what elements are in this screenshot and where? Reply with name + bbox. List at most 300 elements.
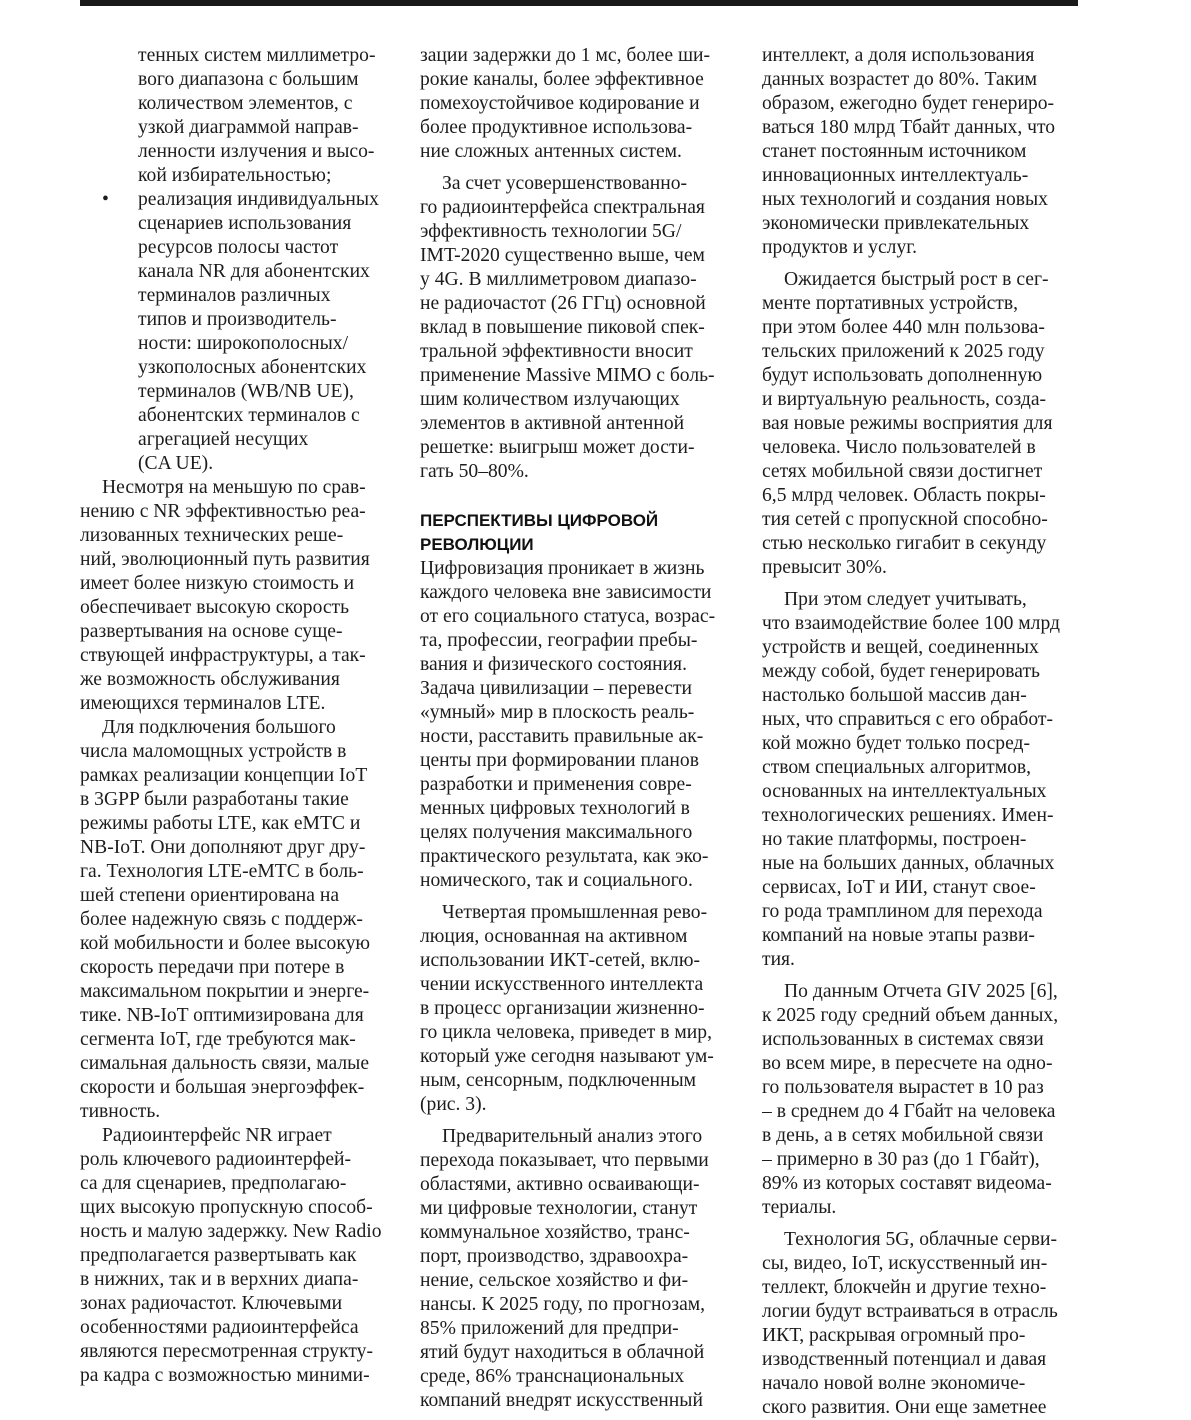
- line-text: вклад в повышение пиковой спек-: [420, 317, 705, 338]
- text-line: [80, 644, 398, 668]
- text-line: [762, 684, 1080, 708]
- line-text: (CA UE).: [138, 453, 214, 474]
- line-text: По данным Отчета GIV 2025 [6],: [784, 981, 1058, 1002]
- text-line: [420, 677, 742, 701]
- line-text: ского развития. Они еще заметнее: [762, 1397, 1047, 1418]
- line-text: кой мобильности и более высокую: [80, 933, 371, 954]
- line-text: во всем мире, в пересчете на одно-: [762, 1053, 1053, 1074]
- line-text: ных, что справиться с его обработ-: [762, 709, 1054, 730]
- line-text: технологических решениях. Имен-: [762, 805, 1054, 826]
- line-text: узкой диаграммой направ-: [138, 117, 359, 138]
- text-line: [420, 1269, 742, 1293]
- line-text: развертывания на основе суще-: [80, 621, 343, 642]
- bullet-item-continued: [80, 44, 398, 188]
- line-text: ние сложных антенных систем.: [420, 141, 682, 162]
- text-line: [420, 412, 742, 436]
- text-line: [762, 732, 1080, 756]
- text-line: [762, 1004, 1080, 1028]
- text-line: [420, 725, 742, 749]
- line-text: станет постоянным источником: [762, 141, 1027, 162]
- line-text: Цифровизация проникает в жизнь: [420, 558, 705, 579]
- paragraph-continued: [420, 44, 742, 164]
- line-text: канала NR для абонентских: [138, 261, 370, 282]
- text-line: [80, 428, 398, 452]
- line-text: нение, сельское хозяйство и фи-: [420, 1270, 689, 1291]
- text-line: [420, 68, 742, 92]
- text-line: [762, 292, 1080, 316]
- line-text: начало новой волне экономиче-: [762, 1373, 1026, 1394]
- text-line: [762, 268, 1080, 292]
- text-line: [420, 1365, 742, 1389]
- line-text: ствующей инфраструктуры, а так-: [80, 645, 366, 666]
- text-line: [420, 925, 742, 949]
- text-line: [762, 556, 1080, 580]
- line-text: га. Технология LTE-eMTC в боль-: [80, 861, 364, 882]
- line-text: инновационных интеллектуаль-: [762, 165, 1029, 186]
- line-text: номического, так и социального.: [420, 870, 693, 891]
- line-text: люция, основанная на активном: [420, 926, 688, 947]
- line-text: ИКТ, раскрывая огромный про-: [762, 1325, 1026, 1346]
- section-heading: [420, 509, 742, 557]
- line-text: чении искусственного интеллекта: [420, 974, 704, 995]
- line-text: – в среднем до 4 Гбайт на человека: [762, 1101, 1056, 1122]
- line-text: менте портативных устройств,: [762, 293, 1018, 314]
- line-text: в день, а в сетях мобильной связи: [762, 1125, 1044, 1146]
- text-line: [80, 1076, 398, 1100]
- line-text: та, профессии, географии пребы-: [420, 630, 698, 651]
- line-text: что взаимодействие более 100 млрд: [762, 613, 1060, 634]
- line-text: максимальном покрытии и энерге-: [80, 981, 370, 1002]
- text-line: [762, 1076, 1080, 1100]
- line-text: устройств и вещей, соединенных: [762, 637, 1039, 658]
- paragraph: [80, 476, 398, 716]
- line-text: который уже сегодня называют ум-: [420, 1046, 714, 1067]
- line-text: При этом следует учитывать,: [784, 589, 1027, 610]
- top-rule: [80, 0, 1078, 6]
- text-line: [762, 900, 1080, 924]
- line-text: ность и малую задержку. New Radio: [80, 1221, 382, 1242]
- text-line: [420, 629, 742, 653]
- text-line: [420, 92, 742, 116]
- text-line: [80, 596, 398, 620]
- text-line: [762, 1124, 1080, 1148]
- text-line: [762, 1100, 1080, 1124]
- paragraph: [762, 980, 1080, 1220]
- line-text: терминалов (WB/NB UE),: [138, 381, 354, 402]
- line-text: ных технологий и создания новых: [762, 189, 1048, 210]
- line-text: в процесс организации жизненно-: [420, 998, 705, 1019]
- paragraph: [420, 557, 742, 893]
- line-text: нению с NR эффективностью реа-: [80, 501, 366, 522]
- text-line: [762, 876, 1080, 900]
- text-line: [80, 572, 398, 596]
- line-text: го цикла человека, приведет в мир,: [420, 1022, 712, 1043]
- text-line: [762, 188, 1080, 212]
- text-line: [762, 1148, 1080, 1172]
- line-text: имеет более низкую стоимость и: [80, 573, 355, 594]
- line-text: от его социального статуса, возрас-: [420, 606, 716, 627]
- text-line: [420, 220, 742, 244]
- text-line: [80, 476, 398, 500]
- line-text: и виртуальную реальность, созда-: [762, 389, 1047, 410]
- line-text: РЕВОЛЮЦИИ: [420, 535, 534, 554]
- text-line: [420, 557, 742, 581]
- text-line: [762, 1324, 1080, 1348]
- text-line: [80, 1292, 398, 1316]
- text-line: [80, 884, 398, 908]
- line-text: обеспечивает высокую скорость: [80, 597, 350, 618]
- text-line: [420, 116, 742, 140]
- text-line: [762, 948, 1080, 972]
- line-text: го рода трамплином для перехода: [762, 901, 1043, 922]
- text-line: [80, 164, 398, 188]
- line-text: Четвертая промышленная рево-: [442, 902, 708, 923]
- text-line: [762, 236, 1080, 260]
- text-line: [762, 68, 1080, 92]
- line-text: Радиоинтерфейс NR играет: [102, 1125, 332, 1146]
- line-text: вания и физического состояния.: [420, 654, 687, 675]
- text-line: [762, 980, 1080, 1004]
- text-line: [762, 140, 1080, 164]
- text-line: [80, 92, 398, 116]
- text-line: [762, 460, 1080, 484]
- text-line: [762, 532, 1080, 556]
- text-line: [420, 773, 742, 797]
- text-line: [762, 484, 1080, 508]
- line-text: ным, сенсорным, подключенным: [420, 1070, 697, 1091]
- line-text: скорости и большая энергоэффек-: [80, 1077, 365, 1098]
- text-line: [80, 68, 398, 92]
- text-line: [762, 316, 1080, 340]
- text-line: [80, 1028, 398, 1052]
- paragraph: [420, 901, 742, 1117]
- line-text: ности: широкополосных/: [138, 333, 349, 354]
- heading-line: [420, 509, 742, 533]
- line-text: стью несколько гигабит в секунду: [762, 533, 1047, 554]
- line-text: практического результата, как эко-: [420, 846, 709, 867]
- line-text: абонентских терминалов с: [138, 405, 360, 426]
- line-text: зонах радиочастот. Ключевыми: [80, 1293, 343, 1314]
- line-text: ленности излучения и высо-: [138, 141, 375, 162]
- paragraph: [80, 716, 398, 1124]
- text-line: [420, 388, 742, 412]
- line-text: рокие каналы, более эффективное: [420, 69, 704, 90]
- text-line: [420, 1021, 742, 1045]
- line-text: тивность.: [80, 1101, 161, 1122]
- line-text: сегмента IoT, где требуются мак-: [80, 1029, 356, 1050]
- text-line: [80, 740, 398, 764]
- line-text: ятий будут находиться в облачной: [420, 1342, 705, 1363]
- text-line: [80, 716, 398, 740]
- line-text: тике. NB-IoT оптимизирована для: [80, 1005, 364, 1026]
- text-line: [420, 364, 742, 388]
- paragraph: [762, 268, 1080, 580]
- text-line: [762, 364, 1080, 388]
- text-line: [80, 1364, 398, 1388]
- text-line: [420, 1125, 742, 1149]
- line-text: Технология 5G, облачные серви-: [784, 1229, 1057, 1250]
- text-line: [80, 1052, 398, 1076]
- text-line: [80, 980, 398, 1004]
- text-line: [420, 1197, 742, 1221]
- text-line: [80, 452, 398, 476]
- text-line: [80, 500, 398, 524]
- line-text: настолько большой массив дан-: [762, 685, 1027, 706]
- text-line: [762, 1228, 1080, 1252]
- line-text: тенных систем миллиметро-: [138, 45, 376, 66]
- text-line: [80, 1220, 398, 1244]
- text-line: [80, 908, 398, 932]
- line-text: «умный» мир в плоскость реаль-: [420, 702, 695, 723]
- line-text: щих высокую пропускную способ-: [80, 1197, 373, 1218]
- line-text: в нижних, так и в верхних диапа-: [80, 1269, 359, 1290]
- line-text: более надежную связь с поддерж-: [80, 909, 363, 930]
- text-line: [762, 1028, 1080, 1052]
- line-text: сервисах, IoT и ИИ, станут свое-: [762, 877, 1036, 898]
- text-line: [80, 236, 398, 260]
- line-text: применение Massive MIMO с боль-: [420, 365, 715, 386]
- line-text: перехода показывает, что первыми: [420, 1150, 709, 1171]
- line-text: являются пересмотренная структу-: [80, 1341, 373, 1362]
- line-text: в 3GPP были разработаны такие: [80, 789, 349, 810]
- text-line: [420, 653, 742, 677]
- text-line: [420, 821, 742, 845]
- text-line: [762, 1196, 1080, 1220]
- column-1: [80, 44, 398, 1388]
- text-line: [80, 932, 398, 956]
- text-line: [80, 1148, 398, 1172]
- line-text: ством специальных алгоритмов,: [762, 757, 1032, 778]
- line-text: при этом более 440 млн пользова-: [762, 317, 1045, 338]
- line-text: рамках реализации концепции IoT: [80, 765, 368, 786]
- text-line: [80, 548, 398, 572]
- line-text: человека. Число пользователей в: [762, 437, 1036, 458]
- text-line: [420, 701, 742, 725]
- line-text: IMT-2020 существенно выше, чем: [420, 245, 705, 266]
- text-line: [762, 340, 1080, 364]
- text-line: [420, 997, 742, 1021]
- text-line: [762, 44, 1080, 68]
- paragraph: [420, 172, 742, 484]
- line-text: шим количеством излучающих: [420, 389, 680, 410]
- text-line: [762, 116, 1080, 140]
- text-line: [420, 1317, 742, 1341]
- line-text: тральной эффективности вносит: [420, 341, 693, 362]
- text-line: [420, 436, 742, 460]
- line-text: центы при формировании планов: [420, 750, 699, 771]
- text-line: [762, 212, 1080, 236]
- text-line: [80, 1100, 398, 1124]
- line-text: скорость передачи при потере в: [80, 957, 345, 978]
- text-line: [420, 268, 742, 292]
- text-line: [80, 524, 398, 548]
- line-text: сы, видео, IoT, искусственный ин-: [762, 1253, 1048, 1274]
- line-text: данных возрастет до 80%. Таким: [762, 69, 1038, 90]
- text-line: [420, 749, 742, 773]
- line-text: целях получения максимального: [420, 822, 693, 843]
- line-text: реализация индивидуальных: [138, 189, 379, 210]
- text-line: [762, 436, 1080, 460]
- line-text: среде, 86% транснациональных: [420, 1366, 685, 1387]
- line-text: будут использовать дополненную: [762, 365, 1043, 386]
- text-line: [80, 668, 398, 692]
- text-line: [762, 612, 1080, 636]
- line-text: кой избирательностью;: [138, 165, 332, 186]
- line-text: Предварительный анализ этого: [442, 1126, 703, 1147]
- text-line: [762, 660, 1080, 684]
- line-text: – примерно в 30 раз (до 1 Гбайт),: [762, 1149, 1040, 1170]
- line-text: ваться 180 млрд Тбайт данных, что: [762, 117, 1056, 138]
- text-line: [420, 140, 742, 164]
- text-line: [420, 949, 742, 973]
- text-line: [80, 308, 398, 332]
- text-line: [80, 284, 398, 308]
- text-line: [420, 1221, 742, 1245]
- text-line: [80, 1172, 398, 1196]
- line-text: 85% приложений для предпри-: [420, 1318, 679, 1339]
- line-text: кой можно будет только посред-: [762, 733, 1031, 754]
- line-text: теллект, блокчейн и другие техно-: [762, 1277, 1047, 1298]
- line-text: ний, эволюционный путь развития: [80, 549, 370, 570]
- text-line: [80, 692, 398, 716]
- line-text: предполагается развертывать как: [80, 1245, 357, 1266]
- text-line: [420, 1245, 742, 1269]
- text-line: [80, 404, 398, 428]
- line-text: вого диапазона с большим: [138, 69, 359, 90]
- text-line: [80, 1196, 398, 1220]
- line-text: ми цифровые технологии, станут: [420, 1198, 698, 1219]
- text-line: [762, 1052, 1080, 1076]
- paragraph: [420, 1125, 742, 1413]
- line-text: особенностями радиоинтерфейса: [80, 1317, 359, 1338]
- line-text: Для подключения большого: [102, 717, 336, 738]
- line-text: к 2025 году средний объем данных,: [762, 1005, 1059, 1026]
- line-text: ра кадра с возможностью миними-: [80, 1365, 370, 1386]
- text-line: [80, 1316, 398, 1340]
- line-text: вая новые режимы восприятия для: [762, 413, 1053, 434]
- text-line: [80, 356, 398, 380]
- text-line: [762, 1252, 1080, 1276]
- line-text: агрегацией несущих: [138, 429, 309, 450]
- text-line: [762, 412, 1080, 436]
- line-text: решетке: выигрыш может дости-: [420, 437, 695, 458]
- paragraph: [80, 1124, 398, 1388]
- line-text: превысит 30%.: [762, 557, 887, 578]
- bullet-item: [80, 188, 398, 476]
- text-line: [762, 924, 1080, 948]
- text-line: [762, 756, 1080, 780]
- text-line: [420, 797, 742, 821]
- text-line: [420, 901, 742, 925]
- text-line: [80, 188, 398, 212]
- text-line: [762, 388, 1080, 412]
- text-line: [420, 44, 742, 68]
- line-text: эффективность технологии 5G/: [420, 221, 682, 242]
- text-line: [420, 460, 742, 484]
- line-text: компаний на новые этапы разви-: [762, 925, 1035, 946]
- paragraph: [762, 588, 1080, 972]
- line-text: же возможность обслуживания: [80, 669, 340, 690]
- text-line: [420, 340, 742, 364]
- heading-line: [420, 533, 742, 557]
- line-text: ПЕРСПЕКТИВЫ ЦИФРОВОЙ: [420, 511, 659, 530]
- text-line: [420, 973, 742, 997]
- text-line: [762, 1300, 1080, 1324]
- line-text: помехоустойчивое кодирование и: [420, 93, 700, 114]
- text-line: [762, 92, 1080, 116]
- text-line: [80, 1124, 398, 1148]
- text-line: [420, 1093, 742, 1117]
- text-line: [762, 164, 1080, 188]
- line-text: коммунальное хозяйство, транс-: [420, 1222, 690, 1243]
- text-line: [420, 845, 742, 869]
- line-text: нансы. К 2025 году, по прогнозам,: [420, 1294, 706, 1315]
- text-line: [420, 292, 742, 316]
- text-line: [80, 1340, 398, 1364]
- line-text: 89% из которых составят видеома-: [762, 1173, 1052, 1194]
- text-line: [420, 1173, 742, 1197]
- text-line: [420, 1293, 742, 1317]
- text-line: [80, 1268, 398, 1292]
- text-line: [80, 788, 398, 812]
- text-line: [420, 605, 742, 629]
- line-text: имеющихся терминалов LTE.: [80, 693, 326, 714]
- line-text: каждого человека вне зависимости: [420, 582, 712, 603]
- text-line: [762, 636, 1080, 660]
- line-text: изводственный потенциал и давая: [762, 1349, 1047, 1370]
- line-text: образом, ежегодно будет генериро-: [762, 93, 1055, 114]
- line-text: основанных на интеллектуальных: [762, 781, 1047, 802]
- text-line: [420, 1069, 742, 1093]
- text-line: [80, 116, 398, 140]
- text-line: [80, 860, 398, 884]
- paragraph-continued: [762, 44, 1080, 260]
- line-text: элементов в активной антенной: [420, 413, 685, 434]
- line-text: териалы.: [762, 1197, 837, 1218]
- text-line: [420, 316, 742, 340]
- line-text: лизованных технических реше-: [80, 525, 344, 546]
- text-line: [762, 588, 1080, 612]
- line-text: терминалов различных: [138, 285, 331, 306]
- text-line: [762, 852, 1080, 876]
- text-line: [80, 620, 398, 644]
- line-text: шей степени ориентирована на: [80, 885, 340, 906]
- text-line: [420, 1149, 742, 1173]
- line-text: симальная дальность связи, малые: [80, 1053, 370, 1074]
- text-line: [80, 332, 398, 356]
- text-line: [80, 380, 398, 404]
- text-line: [80, 140, 398, 164]
- paragraph: [762, 1228, 1080, 1420]
- text-line: [762, 1276, 1080, 1300]
- line-text: порт, производство, здравоохра-: [420, 1246, 689, 1267]
- line-text: тия сетей с пропускной способно-: [762, 509, 1048, 530]
- line-text: типов и производитель-: [138, 309, 337, 330]
- line-text: (рис. 3).: [420, 1094, 487, 1115]
- text-line: [762, 708, 1080, 732]
- text-line: [762, 1348, 1080, 1372]
- line-text: но такие платформы, построен-: [762, 829, 1027, 850]
- line-text: За счет усовершенствованно-: [442, 173, 688, 194]
- line-text: роль ключевого радиоинтерфей-: [80, 1149, 352, 1170]
- text-line: [420, 869, 742, 893]
- line-text: Ожидается быстрый рост в сег-: [784, 269, 1049, 290]
- text-line: [80, 260, 398, 284]
- line-text: режимы работы LTE, как eMTC и: [80, 813, 361, 834]
- line-text: интеллект, а доля использования: [762, 45, 1035, 66]
- text-line: [80, 812, 398, 836]
- line-text: менных цифровых технологий в: [420, 798, 690, 819]
